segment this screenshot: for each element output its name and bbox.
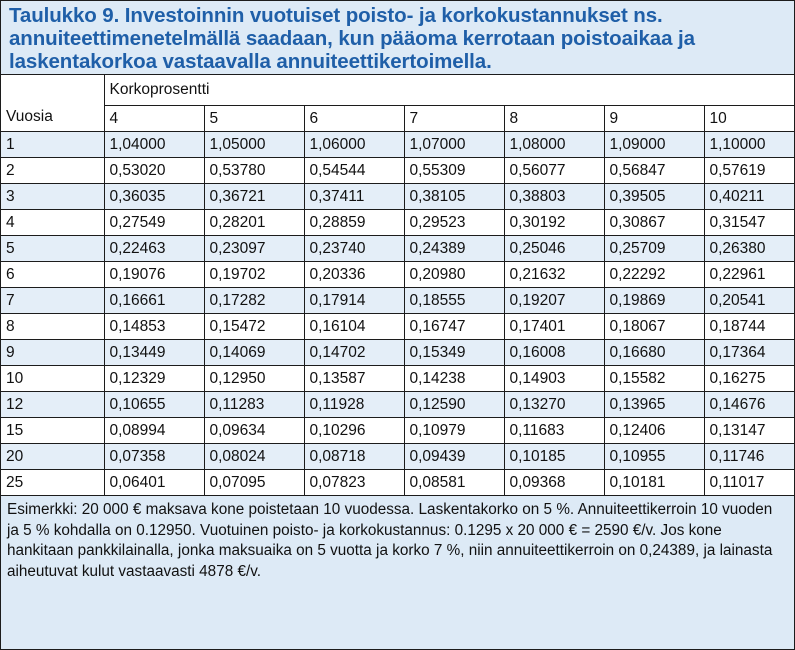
factor-cell: 0,11928: [304, 392, 404, 418]
factor-cell: 1,05000: [204, 132, 304, 158]
annuity-table: [1, 75, 794, 496]
table-row: [1, 418, 794, 444]
factor-cell: 0,16104: [304, 314, 404, 340]
factor-cell: 0,07823: [304, 470, 404, 496]
factor-cell: 0,07095: [204, 470, 304, 496]
factor-cell: 0,25046: [504, 236, 604, 262]
factor-cell: 0,10955: [604, 444, 704, 470]
factor-cell: 0,13587: [304, 366, 404, 392]
factor-cell: 0,18067: [604, 314, 704, 340]
factor-cell: 0,38803: [504, 184, 604, 210]
factor-cell: 0,14853: [104, 314, 204, 340]
factor-cell: 0,19207: [504, 288, 604, 314]
factor-cell: 0,11017: [704, 470, 794, 496]
factor-cell: 0,14676: [704, 392, 794, 418]
factor-cell: 0,20541: [704, 288, 794, 314]
factor-cell: 0,36035: [104, 184, 204, 210]
factor-cell: 0,15472: [204, 314, 304, 340]
factor-cell: 0,10296: [304, 418, 404, 444]
factor-cell: 1,08000: [504, 132, 604, 158]
year-cell: 3: [1, 184, 104, 210]
table-row: [1, 288, 794, 314]
year-header: Vuosia: [1, 75, 104, 132]
factor-cell: 0,40211: [704, 184, 794, 210]
factor-cell: 0,31547: [704, 210, 794, 236]
factor-cell: 0,14238: [404, 366, 504, 392]
column-header-rate: 4: [104, 106, 204, 132]
factor-cell: 0,57619: [704, 158, 794, 184]
table-row: [1, 392, 794, 418]
factor-cell: 0,10979: [404, 418, 504, 444]
factor-cell: 0,56847: [604, 158, 704, 184]
column-header-rate: 5: [204, 106, 304, 132]
factor-cell: 0,15582: [604, 366, 704, 392]
table-row: [1, 262, 794, 288]
factor-cell: 0,55309: [404, 158, 504, 184]
factor-cell: 0,29523: [404, 210, 504, 236]
factor-cell: 1,06000: [304, 132, 404, 158]
factor-cell: 0,16747: [404, 314, 504, 340]
factor-cell: 0,24389: [404, 236, 504, 262]
table-row: [1, 314, 794, 340]
column-header-rate: 8: [504, 106, 604, 132]
column-header-rate: 9: [604, 106, 704, 132]
year-cell: 10: [1, 366, 104, 392]
year-cell: 7: [1, 288, 104, 314]
factor-cell: 0,22463: [104, 236, 204, 262]
factor-cell: 0,10655: [104, 392, 204, 418]
factor-cell: 0,28859: [304, 210, 404, 236]
factor-cell: 0,19869: [604, 288, 704, 314]
example-note: Esimerkki: 20 000 € maksava kone poistetaan 10 vuodessa. Laskentakorko on 5 %. Annuiteettikerroin 10 vuoden ja 5 % kohdalla on 0.12950. Vuotuinen poisto- ja korkokustannus: 0.1295 x 20 000 € = 2590 €/v. Jos kone hankitaan pankkilainalla, jonka maksuaika on 5 vuotta ja korko 7 %, niin annuiteettikerroin on 0,24389, ja lainasta aiheutuvat kulut vastaavasti 4878 €/v.: [1, 496, 794, 582]
factor-cell: 0,16661: [104, 288, 204, 314]
year-cell: 2: [1, 158, 104, 184]
factor-cell: 0,14903: [504, 366, 604, 392]
factor-cell: 0,09439: [404, 444, 504, 470]
factor-cell: 1,07000: [404, 132, 504, 158]
factor-cell: 0,08581: [404, 470, 504, 496]
factor-cell: 0,36721: [204, 184, 304, 210]
factor-cell: 0,13270: [504, 392, 604, 418]
factor-cell: 0,17401: [504, 314, 604, 340]
year-cell: 4: [1, 210, 104, 236]
factor-cell: 0,19076: [104, 262, 204, 288]
factor-cell: 0,25709: [604, 236, 704, 262]
column-header-row: [1, 106, 794, 132]
factor-cell: 0,53780: [204, 158, 304, 184]
factor-cell: 0,30192: [504, 210, 604, 236]
factor-cell: 0,39505: [604, 184, 704, 210]
column-header-rate: 7: [404, 106, 504, 132]
factor-cell: 0,17282: [204, 288, 304, 314]
table-row: [1, 340, 794, 366]
factor-cell: 0,22961: [704, 262, 794, 288]
factor-cell: 0,16680: [604, 340, 704, 366]
factor-cell: 0,11746: [704, 444, 794, 470]
factor-cell: 0,27549: [104, 210, 204, 236]
table-row: [1, 184, 794, 210]
year-cell: 8: [1, 314, 104, 340]
column-header-rate: 10: [704, 106, 794, 132]
year-cell: 9: [1, 340, 104, 366]
table-row: [1, 444, 794, 470]
year-cell: 20: [1, 444, 104, 470]
factor-cell: 0,18744: [704, 314, 794, 340]
factor-cell: 0,12590: [404, 392, 504, 418]
year-cell: 5: [1, 236, 104, 262]
factor-cell: 0,12406: [604, 418, 704, 444]
table-title: Taulukko 9. Investoinnin vuotuiset poisto- ja korkokustannukset ns. annuiteettimenetelmällä saadaan, kun pääoma kerrotaan poistoaikaa ja laskentakorkoa vastaavalla annuiteettikertoimella.: [1, 1, 794, 75]
factor-cell: 0,16275: [704, 366, 794, 392]
interest-rate-header: Korkoprosentti: [104, 75, 794, 106]
factor-cell: 0,19702: [204, 262, 304, 288]
factor-cell: 0,21632: [504, 262, 604, 288]
year-cell: 12: [1, 392, 104, 418]
factor-cell: 0,20336: [304, 262, 404, 288]
table-row: [1, 158, 794, 184]
factor-cell: 1,09000: [604, 132, 704, 158]
factor-cell: 0,28201: [204, 210, 304, 236]
factor-cell: 0,10185: [504, 444, 604, 470]
factor-cell: 0,23097: [204, 236, 304, 262]
factor-cell: 0,23740: [304, 236, 404, 262]
factor-cell: 0,37411: [304, 184, 404, 210]
factor-cell: 0,20980: [404, 262, 504, 288]
table-row: [1, 470, 794, 496]
table-row: [1, 236, 794, 262]
factor-cell: 0,53020: [104, 158, 204, 184]
factor-cell: 0,38105: [404, 184, 504, 210]
factor-cell: 0,06401: [104, 470, 204, 496]
factor-cell: 0,54544: [304, 158, 404, 184]
factor-cell: 0,17364: [704, 340, 794, 366]
factor-cell: 0,08718: [304, 444, 404, 470]
factor-cell: 0,26380: [704, 236, 794, 262]
factor-cell: 0,11683: [504, 418, 604, 444]
column-header-rate: 6: [304, 106, 404, 132]
factor-cell: 0,08994: [104, 418, 204, 444]
factor-cell: 1,04000: [104, 132, 204, 158]
factor-cell: 0,09368: [504, 470, 604, 496]
factor-cell: 0,08024: [204, 444, 304, 470]
factor-cell: 0,09634: [204, 418, 304, 444]
factor-cell: 0,13965: [604, 392, 704, 418]
year-cell: 15: [1, 418, 104, 444]
factor-cell: 0,14702: [304, 340, 404, 366]
factor-cell: 0,18555: [404, 288, 504, 314]
factor-cell: 0,12950: [204, 366, 304, 392]
factor-cell: 0,14069: [204, 340, 304, 366]
factor-cell: 0,56077: [504, 158, 604, 184]
factor-cell: 0,30867: [604, 210, 704, 236]
year-cell: 6: [1, 262, 104, 288]
table-row: [1, 210, 794, 236]
factor-cell: 0,17914: [304, 288, 404, 314]
factor-cell: 0,11283: [204, 392, 304, 418]
year-cell: 25: [1, 470, 104, 496]
factor-cell: 0,10181: [604, 470, 704, 496]
factor-cell: 0,22292: [604, 262, 704, 288]
factor-cell: 0,12329: [104, 366, 204, 392]
factor-cell: 0,13147: [704, 418, 794, 444]
table-row: [1, 366, 794, 392]
factor-cell: 0,13449: [104, 340, 204, 366]
factor-cell: 0,15349: [404, 340, 504, 366]
table-row: [1, 132, 794, 158]
factor-cell: 1,10000: [704, 132, 794, 158]
factor-cell: 0,07358: [104, 444, 204, 470]
year-cell: 1: [1, 132, 104, 158]
factor-cell: 0,16008: [504, 340, 604, 366]
